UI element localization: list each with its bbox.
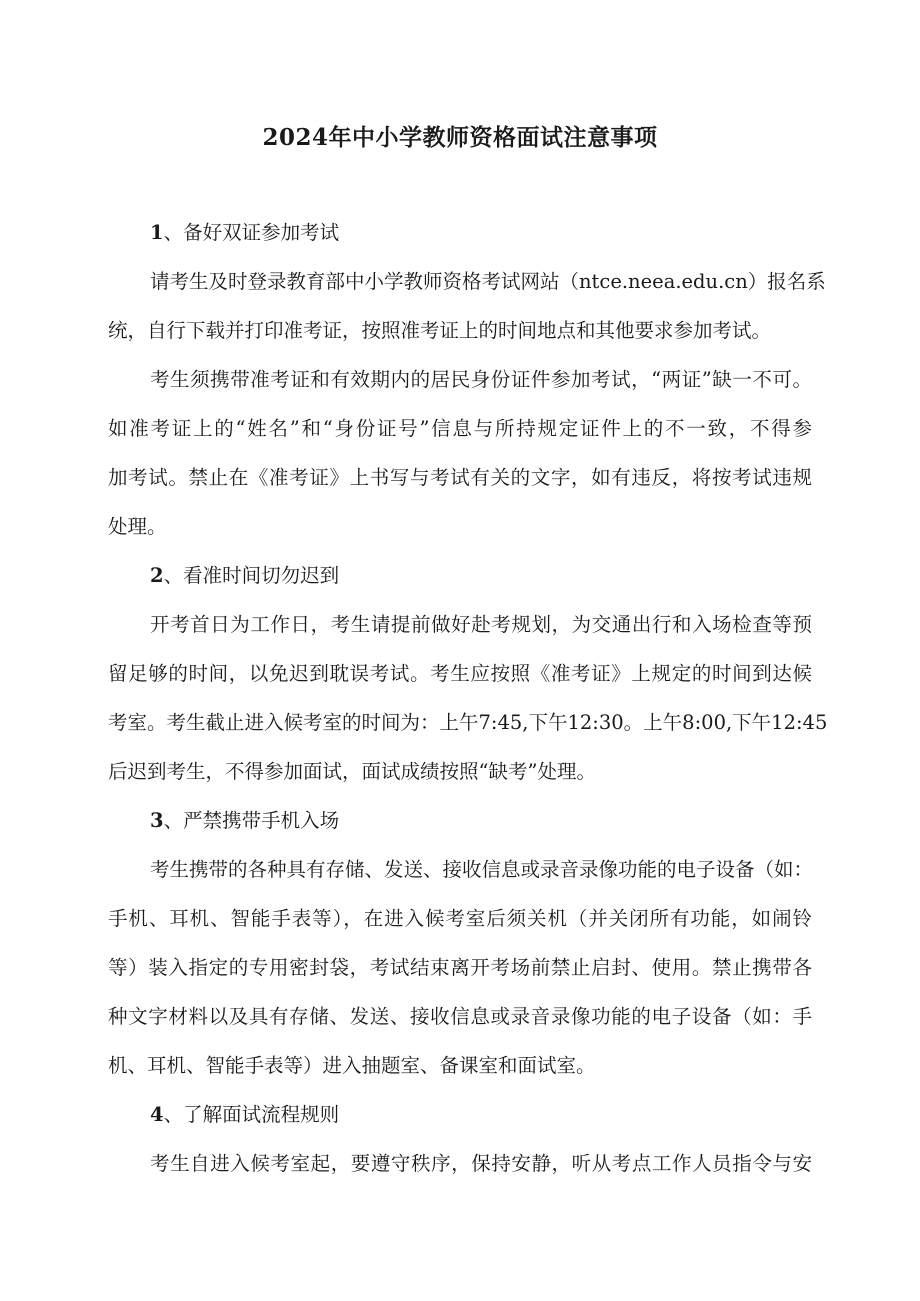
paragraph-line: 机、耳机、智能手表等）进入抽题室、备课室和面试室。 (108, 1054, 596, 1077)
paragraph-line: 留足够的时间，以免迟到耽误考试。考生应按照《准考证》上规定的时间到达候 (108, 662, 812, 685)
paragraph-line: 等）装入指定的专用密封袋，考试结束离开考场前禁止启封、使用。禁止携带各 (108, 956, 812, 979)
paragraph-line: 开考首日为工作日，考生请提前做好赴考规划，为交通出行和入场检查等预 (150, 613, 812, 636)
paragraph-line: 加考试。禁止在《准考证》上书写与考试有关的文字，如有违反，将按考试违规 (108, 466, 812, 489)
section-heading-text: 、严禁携带手机入场 (163, 809, 340, 832)
section-number: 4 (150, 1103, 164, 1126)
paragraph-line: 后迟到考生，不得参加面试，面试成绩按照“缺考”处理。 (108, 760, 596, 783)
section-heading-2 (150, 561, 339, 591)
section-heading-text: 、了解面试流程规则 (163, 1103, 340, 1126)
section-heading-text: 、看准时间切勿迟到 (163, 564, 340, 587)
section-number: 1 (150, 221, 164, 244)
section-number: 3 (150, 809, 164, 832)
paragraph-line: 考室。考生截止进入候考室的时间为：上午7:45,下午12:30。上午8:00,下午12:45 (108, 711, 828, 734)
paragraph-line: 统，自行下载并打印准考证，按照准考证上的时间地点和其他要求参加考试。 (108, 319, 772, 342)
section-heading-3 (150, 806, 339, 836)
paragraph-line: 考生须携带准考证和有效期内的居民身份证件参加考试，“两证”缺一不可。 (150, 368, 812, 391)
page-title: 2024年中小学教师资格面试注意事项 (262, 124, 658, 151)
paragraph-line: 如准考证上的“姓名”和“身份证号”信息与所持规定证件上的不一致，不得参 (108, 417, 812, 440)
section-heading-4 (150, 1100, 339, 1130)
paragraph-line: 处理。 (108, 515, 167, 538)
section-number: 2 (150, 564, 164, 587)
paragraph-line: 请考生及时登录教育部中小学教师资格考试网站（ntce.neea.edu.cn）报名系 (150, 270, 826, 293)
paragraph-line: 考生携带的各种具有存储、发送、接收信息或录音录像功能的电子设备（如： (150, 858, 814, 881)
section-heading-1 (150, 218, 339, 248)
paragraph-line: 手机、耳机、智能手表等），在进入候考室后须关机（并关闭所有功能，如闹铃 (108, 907, 812, 930)
paragraph-line: 种文字材料以及具有存储、发送、接收信息或录音录像功能的电子设备（如：手 (108, 1005, 812, 1028)
section-heading-text: 、备好双证参加考试 (163, 221, 340, 244)
paragraph-line: 考生自进入候考室起，要遵守秩序，保持安静，听从考点工作人员指令与安 (150, 1152, 812, 1175)
